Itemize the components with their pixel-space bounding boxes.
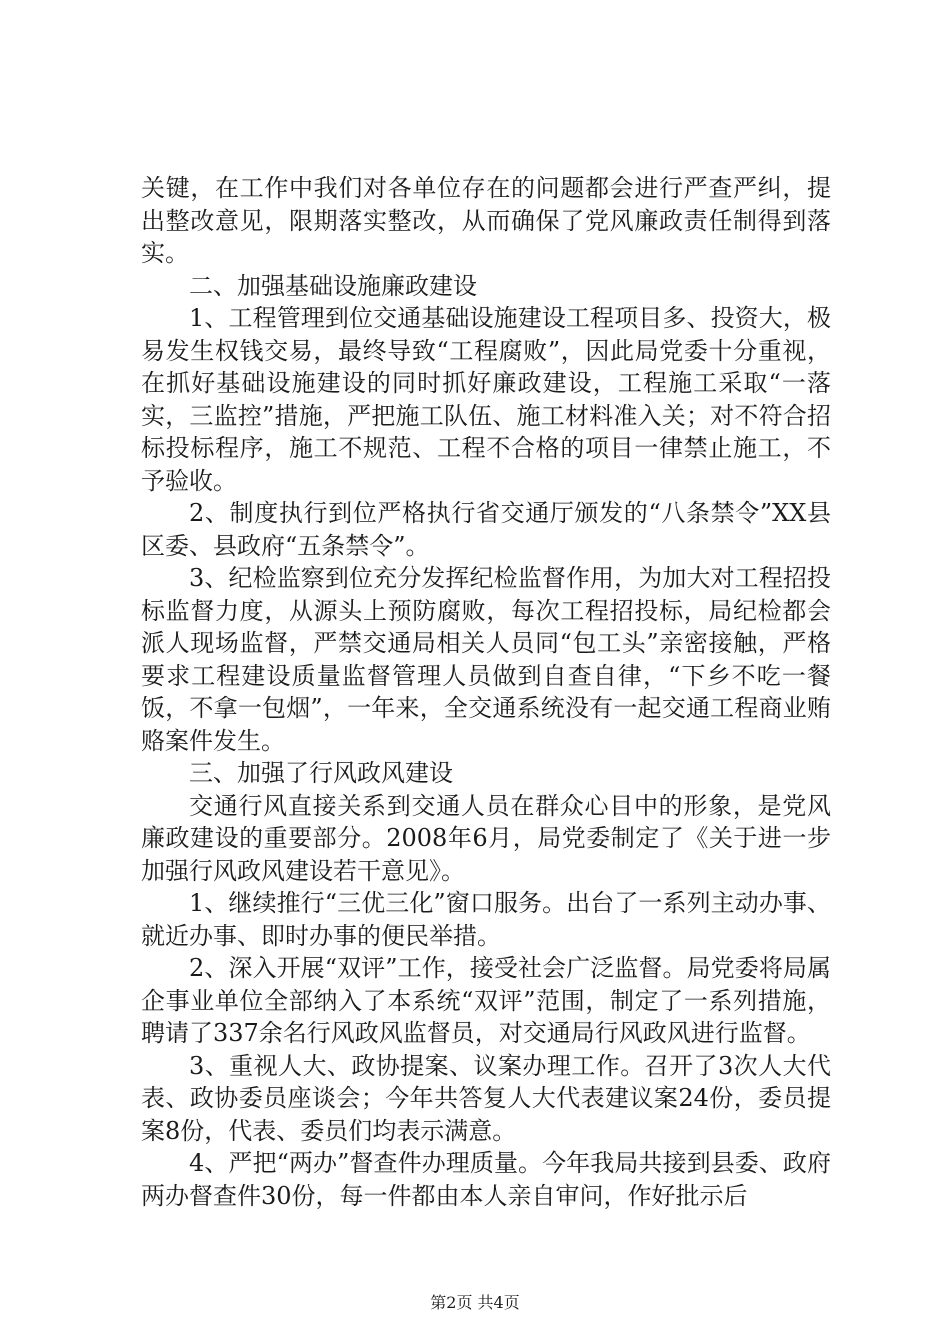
paragraph: 2、深入开展“双评”工作，接受社会广泛监督。局党委将局属企事业单位全部纳入了本系统“双评”范围，制定了一系列措施，聘请了337余名行风政风监督员，对交通局行风政风进行监督。 [141, 954, 831, 1047]
paragraph: 3、重视人大、政协提案、议案办理工作。召开了3次人大代表、政协委员座谈会；今年共答复人大代表建议案24份，委员提案8份，代表、委员们均表示满意。 [141, 1051, 831, 1145]
paragraph: 1、工程管理到位交通基础设施建设工程项目多、投资大，极易发生权钱交易，最终导致“工程腐败”，因此局党委十分重视，在抓好基础设施建设的同时抓好廉政建设，工程施工采取“一落实，三监控”措施，严把施工队伍、施工材料准入关；对不符合招标投标程序，施工不规范、工程不合格的项目一律禁止施工，不予验收。 [141, 304, 831, 495]
paragraph-continuation: 关键，在工作中我们对各单位存在的问题都会进行严查严纠，提出整改意见，限期落实整改，从而确保了党风廉政责任制得到落实。 [141, 174, 831, 267]
document-body [141, 172, 831, 1212]
paragraph: 3、纪检监察到位充分发挥纪检监督作用，为加大对工程招投标监督力度，从源头上预防腐败，每次工程招投标，局纪检都会派人现场监督，严禁交通局相关人员同“包工头”亲密接触，严格要求工程建设质量监督管理人员做到自查自律，“下乡不吃一餐饭，不拿一包烟”，一年来，全交通系统没有一起交通工程商业贿赂案件发生。 [141, 564, 831, 755]
page-footer: 第2页 共4页 [430, 1293, 520, 1312]
paragraph: 2、制度执行到位严格执行省交通厅颁发的“八条禁令”XX县区委、县政府“五条禁令”。 [141, 499, 831, 560]
paragraph: 1、继续推行“三优三化”窗口服务。出台了一系列主动办事、就近办事、即时办事的便民举措。 [141, 889, 831, 950]
section-heading-2: 二、加强基础设施廉政建设 [189, 271, 477, 300]
section-heading-3: 三、加强了行风政风建设 [189, 759, 453, 787]
paragraph: 交通行风直接关系到交通人员在群众心目中的形象，是党风廉政建设的重要部分。2008年6月，局党委制定了《关于进一步加强行风政风建设若干意见》。 [141, 791, 831, 885]
paragraph: 4、严把“两办”督查件办理质量。今年我局共接到县委、政府两办督查件30份，每一件都由本人亲自审问，作好批示后 [141, 1149, 831, 1210]
